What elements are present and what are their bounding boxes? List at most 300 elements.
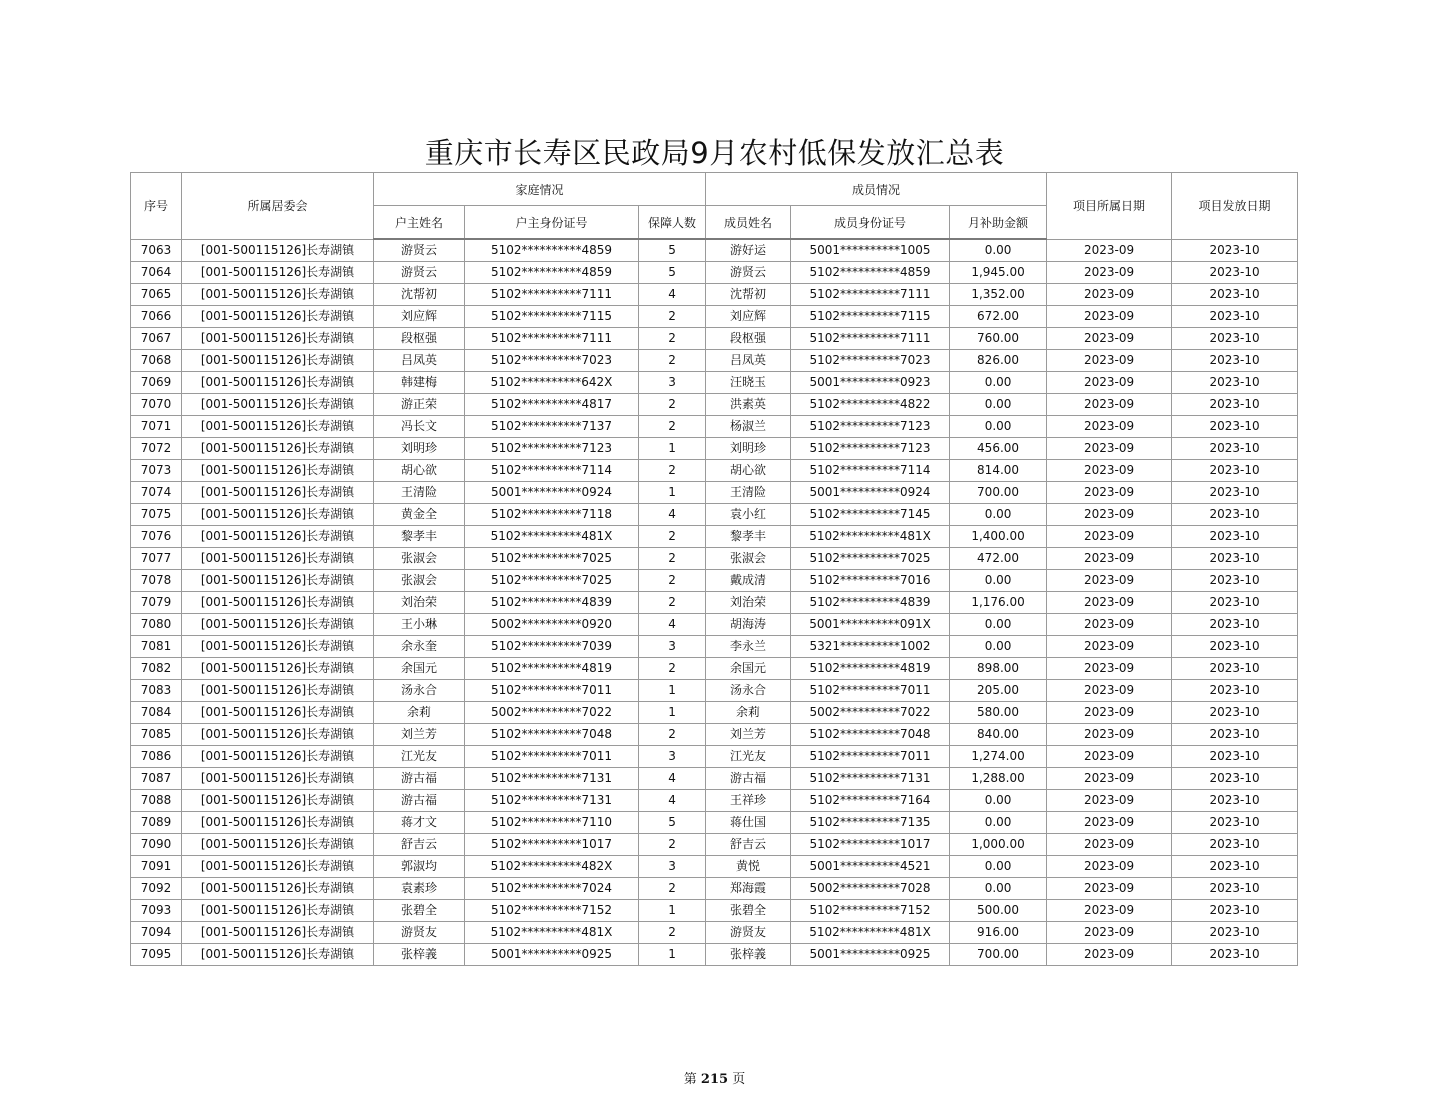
cell-member-id: 5001**********091X — [791, 614, 950, 636]
cell-amount: 205.00 — [950, 680, 1047, 702]
cell-head-id: 5102**********7111 — [465, 284, 639, 306]
cell-persons: 2 — [639, 658, 706, 680]
header-issue-date: 项目发放日期 — [1172, 173, 1298, 240]
cell-amount: 672.00 — [950, 306, 1047, 328]
cell-seq: 7066 — [131, 306, 182, 328]
cell-member-id: 5102**********7011 — [791, 680, 950, 702]
cell-member-name: 王祥珍 — [706, 790, 791, 812]
cell-amount: 700.00 — [950, 944, 1047, 966]
cell-head-name: 游贤云 — [374, 262, 465, 284]
cell-seq: 7092 — [131, 878, 182, 900]
cell-committee: [001-500115126]长寿湖镇 — [182, 526, 374, 548]
cell-period: 2023-09 — [1047, 239, 1172, 262]
cell-issue-date: 2023-10 — [1172, 262, 1298, 284]
cell-head-id: 5102**********1017 — [465, 834, 639, 856]
cell-amount: 0.00 — [950, 614, 1047, 636]
cell-head-id: 5102**********7039 — [465, 636, 639, 658]
cell-member-id: 5102**********4822 — [791, 394, 950, 416]
cell-head-name: 胡心欲 — [374, 460, 465, 482]
cell-period: 2023-09 — [1047, 526, 1172, 548]
cell-head-id: 5102**********7131 — [465, 768, 639, 790]
header-committee: 所属居委会 — [182, 173, 374, 240]
table-row — [131, 548, 1298, 570]
cell-seq: 7077 — [131, 548, 182, 570]
cell-head-id: 5102**********7110 — [465, 812, 639, 834]
cell-issue-date: 2023-10 — [1172, 944, 1298, 966]
cell-member-id: 5102**********7025 — [791, 548, 950, 570]
cell-seq: 7090 — [131, 834, 182, 856]
cell-committee: [001-500115126]长寿湖镇 — [182, 790, 374, 812]
table-row — [131, 570, 1298, 592]
cell-member-name: 胡心欲 — [706, 460, 791, 482]
cell-head-name: 蒋才文 — [374, 812, 465, 834]
cell-seq: 7064 — [131, 262, 182, 284]
cell-period: 2023-09 — [1047, 922, 1172, 944]
cell-seq: 7076 — [131, 526, 182, 548]
cell-head-name: 余永奎 — [374, 636, 465, 658]
cell-committee: [001-500115126]长寿湖镇 — [182, 922, 374, 944]
cell-persons: 2 — [639, 416, 706, 438]
table-row — [131, 262, 1298, 284]
cell-amount: 0.00 — [950, 878, 1047, 900]
cell-committee: [001-500115126]长寿湖镇 — [182, 900, 374, 922]
cell-member-name: 戴成清 — [706, 570, 791, 592]
cell-amount: 1,945.00 — [950, 262, 1047, 284]
cell-member-name: 刘应辉 — [706, 306, 791, 328]
cell-issue-date: 2023-10 — [1172, 239, 1298, 262]
cell-committee: [001-500115126]长寿湖镇 — [182, 239, 374, 262]
cell-head-name: 张梓義 — [374, 944, 465, 966]
cell-period: 2023-09 — [1047, 350, 1172, 372]
cell-period: 2023-09 — [1047, 790, 1172, 812]
cell-persons: 4 — [639, 790, 706, 812]
cell-period: 2023-09 — [1047, 592, 1172, 614]
cell-head-id: 5102**********7025 — [465, 570, 639, 592]
cell-head-id: 5102**********7023 — [465, 350, 639, 372]
table-row — [131, 768, 1298, 790]
table-row — [131, 372, 1298, 394]
cell-persons: 3 — [639, 636, 706, 658]
cell-seq: 7095 — [131, 944, 182, 966]
cell-head-id: 5102**********7115 — [465, 306, 639, 328]
cell-committee: [001-500115126]长寿湖镇 — [182, 746, 374, 768]
cell-head-name: 余国元 — [374, 658, 465, 680]
cell-head-name: 刘兰芳 — [374, 724, 465, 746]
cell-member-name: 袁小红 — [706, 504, 791, 526]
cell-committee: [001-500115126]长寿湖镇 — [182, 658, 374, 680]
cell-member-name: 游贤云 — [706, 262, 791, 284]
cell-member-id: 5102**********481X — [791, 526, 950, 548]
table-row — [131, 812, 1298, 834]
cell-amount: 1,176.00 — [950, 592, 1047, 614]
cell-issue-date: 2023-10 — [1172, 482, 1298, 504]
cell-seq: 7094 — [131, 922, 182, 944]
cell-period: 2023-09 — [1047, 284, 1172, 306]
cell-amount: 916.00 — [950, 922, 1047, 944]
cell-head-name: 王清险 — [374, 482, 465, 504]
cell-amount: 814.00 — [950, 460, 1047, 482]
cell-issue-date: 2023-10 — [1172, 284, 1298, 306]
header-member-name: 成员姓名 — [706, 206, 791, 240]
cell-head-id: 5002**********7022 — [465, 702, 639, 724]
cell-head-name: 游贤友 — [374, 922, 465, 944]
cell-member-name: 李永兰 — [706, 636, 791, 658]
cell-committee: [001-500115126]长寿湖镇 — [182, 482, 374, 504]
cell-member-name: 杨淑兰 — [706, 416, 791, 438]
cell-member-name: 胡海涛 — [706, 614, 791, 636]
cell-member-id: 5102**********7131 — [791, 768, 950, 790]
cell-member-name: 洪素英 — [706, 394, 791, 416]
cell-member-name: 张碧全 — [706, 900, 791, 922]
cell-member-name: 余国元 — [706, 658, 791, 680]
cell-period: 2023-09 — [1047, 636, 1172, 658]
cell-persons: 5 — [639, 812, 706, 834]
cell-amount: 0.00 — [950, 570, 1047, 592]
cell-amount: 0.00 — [950, 636, 1047, 658]
table-row — [131, 724, 1298, 746]
cell-seq: 7065 — [131, 284, 182, 306]
cell-member-id: 5102**********7048 — [791, 724, 950, 746]
cell-head-name: 刘应辉 — [374, 306, 465, 328]
cell-period: 2023-09 — [1047, 878, 1172, 900]
page-title: 重庆市长寿区民政局9月农村低保发放汇总表 — [424, 136, 1005, 170]
cell-persons: 2 — [639, 350, 706, 372]
page-footer — [0, 1068, 1429, 1087]
cell-head-name: 黄金全 — [374, 504, 465, 526]
cell-head-name: 沈帮初 — [374, 284, 465, 306]
cell-member-name: 张淑会 — [706, 548, 791, 570]
cell-member-id: 5102**********4839 — [791, 592, 950, 614]
cell-head-name: 游贤云 — [374, 239, 465, 262]
cell-head-id: 5001**********0925 — [465, 944, 639, 966]
header-persons: 保障人数 — [639, 206, 706, 240]
cell-member-id: 5102**********7111 — [791, 328, 950, 350]
cell-period: 2023-09 — [1047, 504, 1172, 526]
cell-committee: [001-500115126]长寿湖镇 — [182, 878, 374, 900]
cell-issue-date: 2023-10 — [1172, 922, 1298, 944]
cell-member-name: 张梓義 — [706, 944, 791, 966]
cell-period: 2023-09 — [1047, 548, 1172, 570]
cell-issue-date: 2023-10 — [1172, 306, 1298, 328]
table-row — [131, 636, 1298, 658]
cell-period: 2023-09 — [1047, 746, 1172, 768]
cell-persons: 1 — [639, 944, 706, 966]
cell-issue-date: 2023-10 — [1172, 504, 1298, 526]
cell-head-name: 冯长文 — [374, 416, 465, 438]
footer-prefix: 第 — [683, 1072, 697, 1087]
table-row — [131, 900, 1298, 922]
cell-head-id: 5102**********7048 — [465, 724, 639, 746]
cell-committee: [001-500115126]长寿湖镇 — [182, 548, 374, 570]
cell-period: 2023-09 — [1047, 482, 1172, 504]
footer-suffix: 页 — [732, 1072, 746, 1087]
cell-member-id: 5102**********7111 — [791, 284, 950, 306]
header-seq: 序号 — [131, 173, 182, 240]
cell-seq: 7068 — [131, 350, 182, 372]
table-row — [131, 328, 1298, 350]
cell-member-id: 5102**********7023 — [791, 350, 950, 372]
cell-head-id: 5102**********7025 — [465, 548, 639, 570]
table-header — [131, 173, 1298, 240]
cell-committee: [001-500115126]长寿湖镇 — [182, 328, 374, 350]
table-row — [131, 878, 1298, 900]
cell-period: 2023-09 — [1047, 702, 1172, 724]
cell-head-name: 游正荣 — [374, 394, 465, 416]
cell-seq: 7070 — [131, 394, 182, 416]
cell-seq: 7084 — [131, 702, 182, 724]
cell-period: 2023-09 — [1047, 438, 1172, 460]
cell-period: 2023-09 — [1047, 812, 1172, 834]
cell-persons: 3 — [639, 746, 706, 768]
cell-period: 2023-09 — [1047, 416, 1172, 438]
table-row — [131, 746, 1298, 768]
cell-head-name: 游古福 — [374, 768, 465, 790]
cell-head-name: 王小琳 — [374, 614, 465, 636]
cell-persons: 3 — [639, 856, 706, 878]
cell-seq: 7083 — [131, 680, 182, 702]
cell-persons: 4 — [639, 614, 706, 636]
cell-amount: 0.00 — [950, 372, 1047, 394]
cell-issue-date: 2023-10 — [1172, 724, 1298, 746]
cell-persons: 2 — [639, 834, 706, 856]
cell-head-id: 5102**********481X — [465, 526, 639, 548]
cell-head-id: 5102**********4859 — [465, 262, 639, 284]
cell-issue-date: 2023-10 — [1172, 548, 1298, 570]
cell-seq: 7063 — [131, 239, 182, 262]
cell-persons: 2 — [639, 394, 706, 416]
cell-committee: [001-500115126]长寿湖镇 — [182, 284, 374, 306]
cell-seq: 7069 — [131, 372, 182, 394]
cell-member-name: 舒吉云 — [706, 834, 791, 856]
cell-period: 2023-09 — [1047, 768, 1172, 790]
cell-head-name: 刘治荣 — [374, 592, 465, 614]
cell-head-id: 5102**********4819 — [465, 658, 639, 680]
cell-head-id: 5102**********7011 — [465, 746, 639, 768]
cell-head-id: 5102**********7114 — [465, 460, 639, 482]
table-row — [131, 350, 1298, 372]
cell-issue-date: 2023-10 — [1172, 658, 1298, 680]
cell-committee: [001-500115126]长寿湖镇 — [182, 416, 374, 438]
cell-period: 2023-09 — [1047, 262, 1172, 284]
table-row — [131, 614, 1298, 636]
cell-head-name: 张碧全 — [374, 900, 465, 922]
cell-amount: 840.00 — [950, 724, 1047, 746]
cell-amount: 826.00 — [950, 350, 1047, 372]
cell-committee: [001-500115126]长寿湖镇 — [182, 834, 374, 856]
table-row — [131, 504, 1298, 526]
cell-member-id: 5102**********7135 — [791, 812, 950, 834]
table-row — [131, 438, 1298, 460]
cell-member-id: 5001**********0924 — [791, 482, 950, 504]
cell-issue-date: 2023-10 — [1172, 636, 1298, 658]
cell-member-name: 游贤友 — [706, 922, 791, 944]
cell-issue-date: 2023-10 — [1172, 614, 1298, 636]
cell-amount: 1,000.00 — [950, 834, 1047, 856]
cell-issue-date: 2023-10 — [1172, 416, 1298, 438]
cell-member-name: 汪晓玉 — [706, 372, 791, 394]
cell-head-name: 江光友 — [374, 746, 465, 768]
cell-persons: 5 — [639, 262, 706, 284]
cell-head-id: 5102**********7118 — [465, 504, 639, 526]
cell-head-name: 吕凤英 — [374, 350, 465, 372]
cell-head-id: 5102**********7137 — [465, 416, 639, 438]
cell-seq: 7078 — [131, 570, 182, 592]
cell-amount: 1,288.00 — [950, 768, 1047, 790]
cell-issue-date: 2023-10 — [1172, 526, 1298, 548]
cell-head-id: 5102**********642X — [465, 372, 639, 394]
table-row — [131, 856, 1298, 878]
cell-amount: 700.00 — [950, 482, 1047, 504]
cell-head-name: 余莉 — [374, 702, 465, 724]
table-row — [131, 416, 1298, 438]
cell-persons: 4 — [639, 284, 706, 306]
cell-period: 2023-09 — [1047, 724, 1172, 746]
cell-committee: [001-500115126]长寿湖镇 — [182, 394, 374, 416]
cell-issue-date: 2023-10 — [1172, 768, 1298, 790]
cell-committee: [001-500115126]长寿湖镇 — [182, 350, 374, 372]
cell-head-name: 郭淑均 — [374, 856, 465, 878]
cell-issue-date: 2023-10 — [1172, 350, 1298, 372]
cell-member-name: 蒋仕国 — [706, 812, 791, 834]
cell-head-id: 5102**********4859 — [465, 239, 639, 262]
cell-persons: 1 — [639, 702, 706, 724]
table-row — [131, 394, 1298, 416]
cell-member-id: 5102**********1017 — [791, 834, 950, 856]
cell-member-id: 5102**********7123 — [791, 438, 950, 460]
cell-head-id: 5102**********7131 — [465, 790, 639, 812]
header-family: 家庭情况 — [374, 173, 706, 206]
cell-committee: [001-500115126]长寿湖镇 — [182, 262, 374, 284]
cell-seq: 7086 — [131, 746, 182, 768]
table-row — [131, 306, 1298, 328]
header-head-id: 户主身份证号 — [465, 206, 639, 240]
cell-committee: [001-500115126]长寿湖镇 — [182, 812, 374, 834]
cell-head-id: 5102**********7152 — [465, 900, 639, 922]
cell-head-id: 5102**********7024 — [465, 878, 639, 900]
table-row — [131, 658, 1298, 680]
cell-seq: 7093 — [131, 900, 182, 922]
cell-issue-date: 2023-10 — [1172, 372, 1298, 394]
cell-seq: 7073 — [131, 460, 182, 482]
cell-member-id: 5001**********4521 — [791, 856, 950, 878]
cell-amount: 456.00 — [950, 438, 1047, 460]
cell-period: 2023-09 — [1047, 680, 1172, 702]
cell-persons: 1 — [639, 438, 706, 460]
cell-period: 2023-09 — [1047, 570, 1172, 592]
cell-amount: 472.00 — [950, 548, 1047, 570]
cell-head-id: 5102**********481X — [465, 922, 639, 944]
cell-seq: 7088 — [131, 790, 182, 812]
table-row — [131, 680, 1298, 702]
cell-head-id: 5102**********4839 — [465, 592, 639, 614]
table-row — [131, 922, 1298, 944]
cell-persons: 2 — [639, 460, 706, 482]
cell-persons: 2 — [639, 526, 706, 548]
cell-committee: [001-500115126]长寿湖镇 — [182, 768, 374, 790]
table-row — [131, 284, 1298, 306]
cell-member-name: 吕凤英 — [706, 350, 791, 372]
cell-issue-date: 2023-10 — [1172, 834, 1298, 856]
table-row — [131, 526, 1298, 548]
cell-amount: 1,274.00 — [950, 746, 1047, 768]
cell-head-id: 5102**********4817 — [465, 394, 639, 416]
cell-head-id: 5001**********0924 — [465, 482, 639, 504]
cell-issue-date: 2023-10 — [1172, 702, 1298, 724]
cell-member-id: 5002**********7028 — [791, 878, 950, 900]
cell-member-id: 5102**********7145 — [791, 504, 950, 526]
cell-issue-date: 2023-10 — [1172, 878, 1298, 900]
cell-period: 2023-09 — [1047, 658, 1172, 680]
cell-member-id: 5102**********7164 — [791, 790, 950, 812]
table-row — [131, 482, 1298, 504]
page-number: 215 — [700, 1072, 729, 1087]
cell-head-id: 5102**********7111 — [465, 328, 639, 350]
cell-member-id: 5102**********7152 — [791, 900, 950, 922]
cell-seq: 7079 — [131, 592, 182, 614]
cell-persons: 2 — [639, 592, 706, 614]
cell-member-name: 余莉 — [706, 702, 791, 724]
cell-persons: 5 — [639, 239, 706, 262]
cell-member-name: 刘治荣 — [706, 592, 791, 614]
cell-member-name: 郑海霞 — [706, 878, 791, 900]
cell-persons: 2 — [639, 570, 706, 592]
cell-persons: 2 — [639, 548, 706, 570]
cell-persons: 2 — [639, 724, 706, 746]
cell-head-name: 袁素珍 — [374, 878, 465, 900]
cell-period: 2023-09 — [1047, 834, 1172, 856]
header-period: 项目所属日期 — [1047, 173, 1172, 240]
cell-head-name: 韩建梅 — [374, 372, 465, 394]
table-row — [131, 239, 1298, 262]
cell-issue-date: 2023-10 — [1172, 680, 1298, 702]
table-row — [131, 944, 1298, 966]
cell-member-name: 游古福 — [706, 768, 791, 790]
cell-persons: 2 — [639, 878, 706, 900]
cell-period: 2023-09 — [1047, 394, 1172, 416]
cell-committee: [001-500115126]长寿湖镇 — [182, 306, 374, 328]
cell-committee: [001-500115126]长寿湖镇 — [182, 680, 374, 702]
cell-persons: 2 — [639, 328, 706, 350]
cell-amount: 1,352.00 — [950, 284, 1047, 306]
cell-seq: 7081 — [131, 636, 182, 658]
cell-member-id: 5102**********7011 — [791, 746, 950, 768]
cell-issue-date: 2023-10 — [1172, 900, 1298, 922]
cell-persons: 3 — [639, 372, 706, 394]
cell-head-id: 5102**********7011 — [465, 680, 639, 702]
header-member-id: 成员身份证号 — [791, 206, 950, 240]
cell-head-name: 游古福 — [374, 790, 465, 812]
cell-amount: 580.00 — [950, 702, 1047, 724]
header-head-name: 户主姓名 — [374, 206, 465, 240]
cell-committee: [001-500115126]长寿湖镇 — [182, 504, 374, 526]
cell-period: 2023-09 — [1047, 900, 1172, 922]
cell-amount: 0.00 — [950, 239, 1047, 262]
cell-committee: [001-500115126]长寿湖镇 — [182, 636, 374, 658]
cell-head-id: 5102**********482X — [465, 856, 639, 878]
cell-amount: 0.00 — [950, 812, 1047, 834]
cell-member-id: 5102**********4859 — [791, 262, 950, 284]
cell-period: 2023-09 — [1047, 306, 1172, 328]
cell-seq: 7085 — [131, 724, 182, 746]
cell-committee: [001-500115126]长寿湖镇 — [182, 702, 374, 724]
cell-committee: [001-500115126]长寿湖镇 — [182, 460, 374, 482]
cell-seq: 7072 — [131, 438, 182, 460]
cell-head-name: 段枢强 — [374, 328, 465, 350]
cell-committee: [001-500115126]长寿湖镇 — [182, 570, 374, 592]
cell-head-name: 刘明珍 — [374, 438, 465, 460]
cell-member-name: 黎孝丰 — [706, 526, 791, 548]
cell-seq: 7080 — [131, 614, 182, 636]
